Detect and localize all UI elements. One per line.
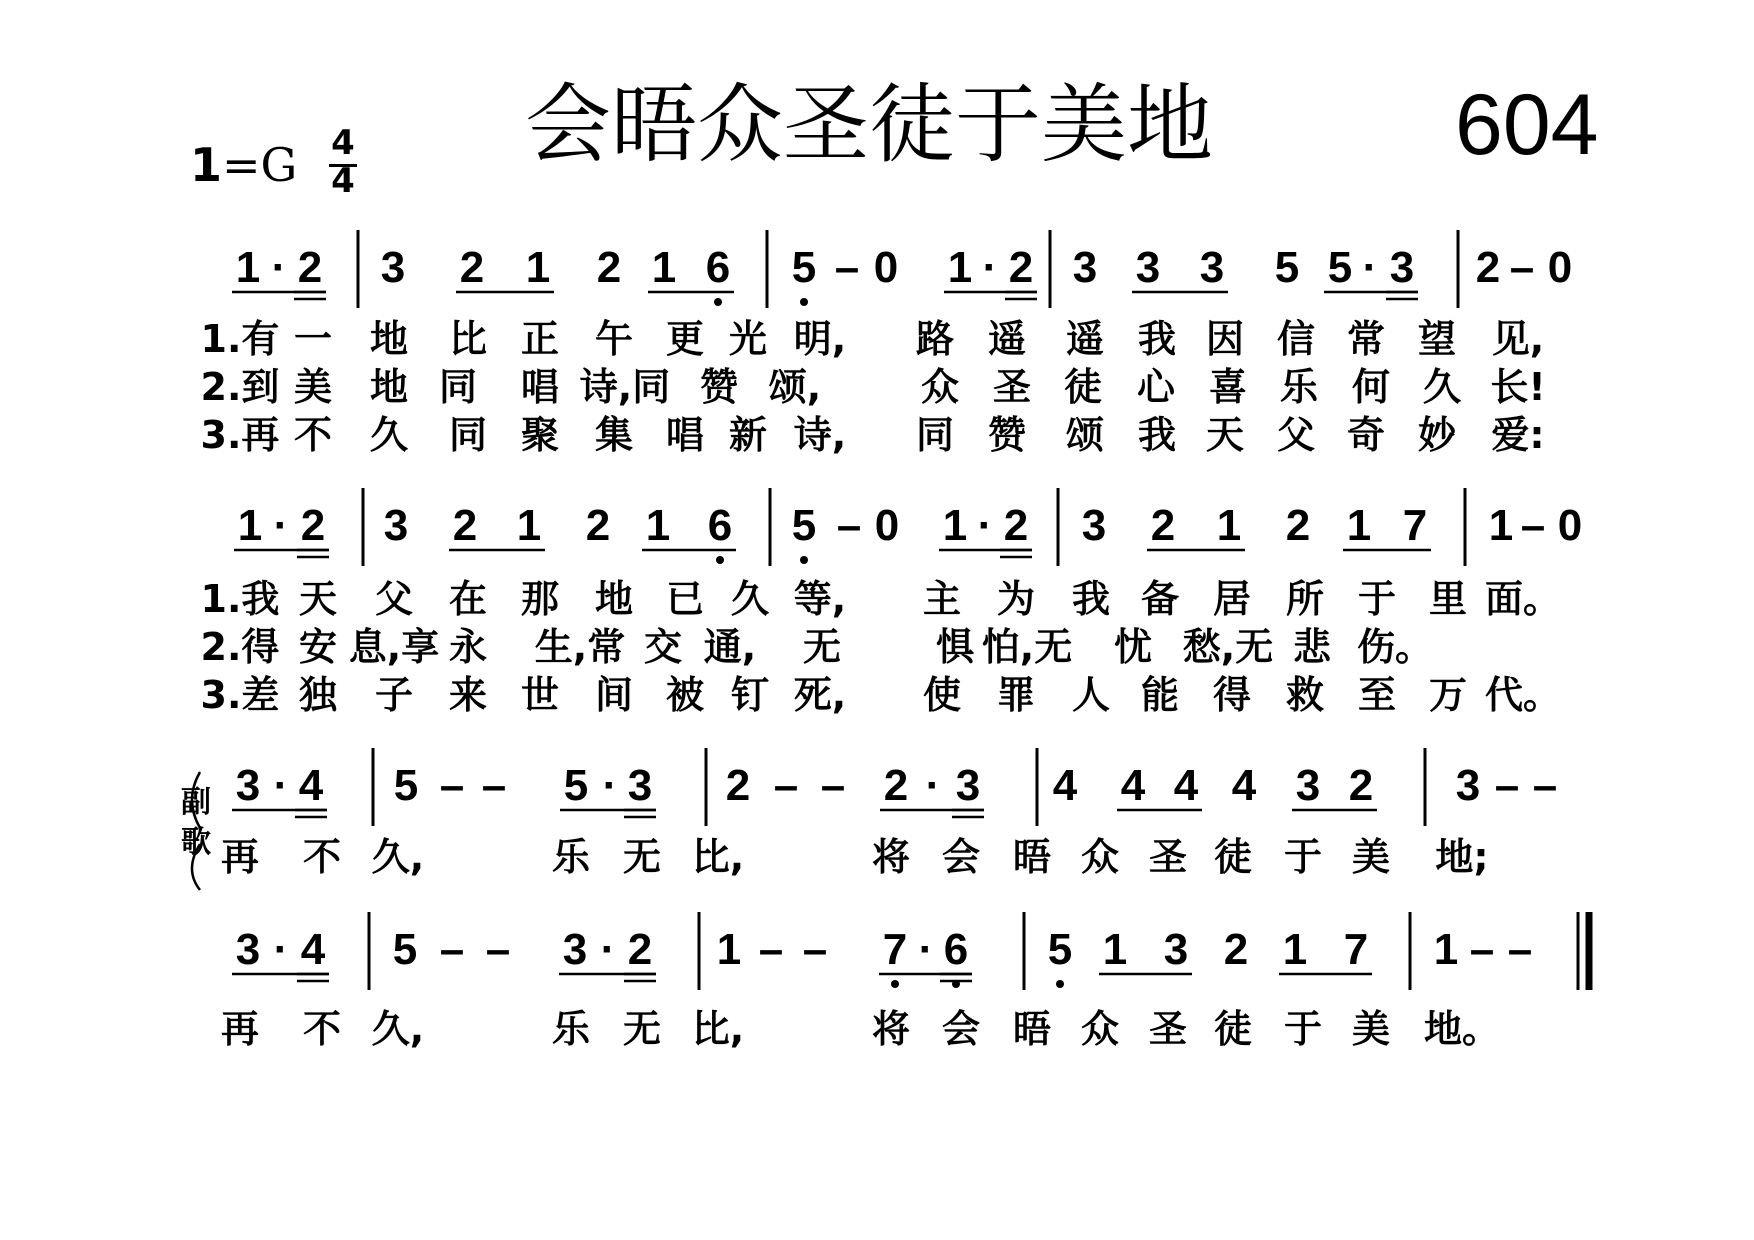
lyric-syllable: 遥: [1065, 317, 1105, 361]
lyric-syllable: 诗,: [793, 413, 847, 457]
note: 1: [1216, 501, 1242, 550]
lyric-syllable: 美: [1351, 835, 1391, 879]
note: 7: [1343, 925, 1369, 974]
note: 2: [452, 501, 478, 550]
lyric-syllable: 愁,无: [1182, 625, 1274, 669]
note: 2: [1223, 925, 1249, 974]
lyric-syllable: 面。: [1484, 577, 1562, 621]
lyric-syllable: 久,: [371, 835, 425, 879]
lyric-syllable: 生,常: [534, 625, 626, 669]
note: ·: [977, 501, 993, 550]
lyric-syllable: 主: [922, 577, 962, 621]
lyric-syllable: 安: [298, 625, 338, 669]
lyric-syllable: 乐: [551, 835, 591, 879]
note: 2: [297, 243, 323, 292]
lyric-syllable: 何: [1351, 365, 1391, 409]
low-octave-dot: [714, 298, 722, 306]
lyric-syllable: 天: [298, 577, 338, 621]
lyric-syllable: 等,: [793, 577, 847, 621]
lyric-syllable: 见,: [1491, 317, 1545, 361]
note: 4: [1173, 761, 1199, 810]
lyric-syllable: 1.有: [200, 317, 280, 361]
note: ·: [273, 501, 289, 550]
note: 3: [1295, 761, 1321, 810]
note: 1: [1102, 925, 1128, 974]
lyric-syllable: 人: [1071, 673, 1111, 717]
lyric-syllable: 父: [374, 577, 414, 621]
note: 2: [1348, 761, 1374, 810]
lyric-syllable: 将: [871, 835, 911, 879]
note: 6: [707, 501, 733, 550]
lyric-syllable: 那: [520, 577, 560, 621]
note: –: [758, 925, 784, 974]
note: –: [820, 761, 846, 810]
lyric-syllable: 通,: [703, 625, 757, 669]
lyric-syllable: 赞: [699, 365, 739, 409]
note: –: [773, 761, 799, 810]
note: 4: [1120, 761, 1146, 810]
note: –: [1507, 925, 1533, 974]
note: ·: [1362, 243, 1378, 292]
note: ·: [602, 761, 618, 810]
note: 1: [525, 243, 551, 292]
lyric-syllable: 永: [448, 625, 488, 669]
lyric-syllable: 于: [1357, 577, 1397, 621]
lyric-syllable: 地。: [1423, 1007, 1501, 1051]
lyric-syllable: 钉: [730, 673, 770, 717]
hymn-number: 604: [1455, 77, 1599, 173]
low-octave-dot: [891, 980, 899, 988]
lyric-syllable: 会: [941, 1007, 981, 1051]
lyric-syllable: 备: [1140, 577, 1180, 621]
note: 6: [943, 925, 969, 974]
note: 3: [1199, 243, 1225, 292]
lyric-syllable: 父: [1276, 413, 1316, 457]
note: 1: [942, 501, 968, 550]
note: 5: [791, 501, 817, 550]
lyric-syllable: 罪: [996, 673, 1036, 717]
note: 7: [882, 925, 908, 974]
lyric-syllable: 圣: [1148, 1007, 1188, 1051]
note: 3: [1135, 243, 1161, 292]
note: 2: [1008, 243, 1034, 292]
lyric-syllable: 路: [915, 317, 955, 361]
lyric-syllable: 爱:: [1491, 413, 1545, 457]
note: 5: [392, 925, 418, 974]
lyric-syllable: 更: [665, 317, 705, 361]
lyric-syllable: 唱: [520, 365, 560, 409]
lyric-syllable: 天: [1205, 413, 1245, 457]
lyric-syllable: 忧: [1113, 625, 1153, 669]
note: 4: [300, 925, 326, 974]
lyric-syllable: 常: [1346, 317, 1386, 361]
lyric-syllable: 唱: [665, 413, 705, 457]
lyric-syllable: 救: [1285, 673, 1325, 717]
note: –: [485, 925, 511, 974]
low-octave-dot: [1056, 980, 1064, 988]
lyric-syllable: 为: [996, 577, 1036, 621]
note: 5: [1047, 925, 1073, 974]
note: 2: [1285, 501, 1311, 550]
note: 0: [1547, 243, 1573, 292]
note: 6: [705, 243, 731, 292]
lyric-syllable: 无: [802, 625, 842, 669]
lyric-syllable: 3.差: [200, 673, 280, 717]
note: ·: [982, 243, 998, 292]
lyric-syllable: 明,: [793, 317, 847, 361]
lyric-syllable: 因: [1205, 317, 1245, 361]
lyric-syllable: 间: [594, 673, 634, 717]
note: ·: [925, 761, 941, 810]
note: 2: [627, 925, 653, 974]
note: –: [1509, 243, 1535, 292]
lyric-syllable: 地: [369, 317, 409, 361]
lyric-syllable: 至: [1357, 673, 1397, 717]
note: 3: [627, 761, 653, 810]
note: ·: [918, 925, 934, 974]
lyric-syllable: 比,: [691, 835, 745, 879]
note: –: [836, 501, 862, 550]
note: 3: [1072, 243, 1098, 292]
lyric-syllable: 新: [728, 413, 768, 457]
lyric-syllable: 独: [298, 673, 338, 717]
lyric-syllable: 我: [1071, 577, 1111, 621]
note: –: [439, 761, 465, 810]
note: 2: [1003, 501, 1029, 550]
lyric-syllable: 能: [1140, 673, 1180, 717]
lyric-syllable: 于: [1283, 1007, 1323, 1051]
note: 3: [955, 761, 981, 810]
lyric-syllable: 地: [594, 577, 634, 621]
note: –: [481, 761, 507, 810]
key-tonic: 1: [190, 138, 223, 192]
note: 3: [235, 925, 261, 974]
note: 1: [1282, 925, 1308, 974]
lyric-syllable: 妙: [1417, 413, 1457, 457]
lyric-syllable: 望: [1417, 317, 1457, 361]
lyric-syllable: 喜: [1208, 365, 1248, 409]
lyric-syllable: 地: [369, 365, 409, 409]
lyric-syllable: 会: [941, 835, 981, 879]
lyric-syllable: 不: [302, 1007, 342, 1051]
lyric-syllable: 悲: [1292, 625, 1332, 669]
lyric-syllable: 徒: [1213, 835, 1253, 879]
lyric-syllable: 颂,: [768, 365, 822, 409]
note: 4: [298, 761, 324, 810]
song-title: 会晤众圣徒于美地: [525, 75, 1213, 175]
lyric-syllable: 颂: [1065, 413, 1105, 457]
note: 2: [459, 243, 485, 292]
lyric-syllable: 无: [622, 835, 662, 879]
lyric-syllable: 光: [728, 317, 768, 361]
note: –: [1520, 501, 1546, 550]
lyric-syllable: 2.到: [200, 365, 280, 409]
low-octave-dot: [800, 298, 808, 306]
lyric-syllable: 美: [293, 365, 333, 409]
chorus-label-char: 歌: [181, 825, 211, 860]
note: 1: [947, 243, 973, 292]
lyric-syllable: 来: [448, 673, 488, 717]
note: 2: [1475, 243, 1501, 292]
lyric-syllable: 地;: [1435, 835, 1489, 879]
chorus-label-char: 副: [181, 785, 211, 820]
lyric-syllable: 再: [220, 1007, 260, 1051]
lyric-syllable: 圣: [1148, 835, 1188, 879]
note: 2: [1150, 501, 1176, 550]
lyric-syllable: 集: [594, 413, 634, 457]
lyric-syllable: 无: [622, 1007, 662, 1051]
lyric-syllable: 久: [369, 413, 409, 457]
lyric-syllable: 使: [922, 673, 962, 717]
lyric-syllable: 代。: [1484, 673, 1562, 717]
note: 3: [1389, 243, 1415, 292]
note: 1: [645, 501, 671, 550]
note: –: [1469, 925, 1495, 974]
lyric-syllable: 诗,同: [579, 365, 671, 409]
note: –: [1532, 761, 1558, 810]
note: 5: [1274, 243, 1300, 292]
low-octave-dot: [800, 556, 808, 564]
lyric-syllable: 子: [374, 673, 414, 717]
lyric-syllable: 不: [302, 835, 342, 879]
note: 2: [300, 501, 326, 550]
note: 5: [563, 761, 589, 810]
lyric-syllable: 奇: [1346, 413, 1386, 457]
lyric-syllable: 众: [1080, 1007, 1120, 1051]
note: ·: [273, 925, 289, 974]
lyric-syllable: 再: [220, 835, 260, 879]
lyric-syllable: 我: [1137, 413, 1177, 457]
note: –: [439, 925, 465, 974]
lyric-syllable: 久: [730, 577, 770, 621]
lyric-syllable: 聚: [520, 413, 560, 457]
lyric-syllable: 在: [448, 577, 488, 621]
lyric-syllable: 乐: [1279, 365, 1319, 409]
note: ·: [273, 761, 289, 810]
lyric-syllable: 晤: [1012, 835, 1052, 879]
lyric-syllable: 圣: [992, 365, 1032, 409]
lyric-syllable: 3.再: [200, 413, 280, 457]
note: 3: [1455, 761, 1481, 810]
note: 1: [716, 925, 742, 974]
lyric-syllable: 死,: [793, 673, 847, 717]
time-numerator: 4: [331, 123, 355, 163]
lyric-syllable: 惧: [935, 625, 975, 669]
note: 5: [791, 243, 817, 292]
lyric-syllable: 众: [920, 365, 960, 409]
note: 2: [596, 243, 622, 292]
lyric-syllable: 得: [1212, 673, 1252, 717]
note: 1: [235, 243, 261, 292]
lyric-syllable: 同: [915, 413, 955, 457]
lyric-syllable: 交: [643, 625, 683, 669]
lyric-syllable: 徒: [1063, 365, 1103, 409]
time-denominator: 4: [331, 161, 355, 201]
note: 1: [516, 501, 542, 550]
lyric-syllable: 已: [665, 577, 705, 621]
lyric-syllable: 伤。: [1356, 625, 1434, 669]
note: 5: [393, 761, 419, 810]
note: 4: [1231, 761, 1257, 810]
note: 2: [585, 501, 611, 550]
lyric-syllable: 里: [1428, 577, 1468, 621]
note: –: [802, 925, 828, 974]
lyric-syllable: 世: [520, 673, 560, 717]
note: 3: [562, 925, 588, 974]
note: 5: [1327, 243, 1353, 292]
note: –: [1494, 761, 1520, 810]
lyric-syllable: 众: [1080, 835, 1120, 879]
note: ·: [271, 243, 287, 292]
low-octave-dot: [716, 556, 724, 564]
lyric-syllable: 午: [594, 317, 634, 361]
note: 4: [1052, 761, 1078, 810]
lyric-syllable: 所: [1285, 577, 1325, 621]
lyric-syllable: 将: [871, 1007, 911, 1051]
note: 1: [237, 501, 263, 550]
lyric-syllable: 赞: [987, 413, 1027, 457]
lyric-syllable: 不: [293, 413, 333, 457]
lyric-syllable: 心: [1136, 365, 1176, 409]
lyric-syllable: 怕,无: [981, 625, 1073, 669]
lyric-syllable: 晤: [1012, 1007, 1052, 1051]
note: 0: [873, 243, 899, 292]
lyric-syllable: 被: [665, 673, 705, 717]
note: 0: [874, 501, 900, 550]
note: 1: [651, 243, 677, 292]
note: 3: [383, 501, 409, 550]
note: 0: [1557, 501, 1583, 550]
lyric-syllable: 1.我: [200, 577, 280, 621]
lyric-syllable: 居: [1212, 577, 1252, 621]
lyric-syllable: 美: [1351, 1007, 1391, 1051]
lyric-syllable: 2.得: [200, 625, 280, 669]
lyric-syllable: 息,享: [348, 625, 440, 669]
note: 3: [235, 761, 261, 810]
lyric-syllable: 遥: [987, 317, 1027, 361]
note: ·: [600, 925, 616, 974]
note: –: [834, 243, 860, 292]
note: 1: [1433, 925, 1459, 974]
note: 2: [725, 761, 751, 810]
lyric-syllable: 比,: [691, 1007, 745, 1051]
lyric-syllable: 长!: [1490, 365, 1546, 409]
lyric-syllable: 我: [1137, 317, 1177, 361]
low-octave-dot: [952, 980, 960, 988]
lyric-syllable: 于: [1283, 835, 1323, 879]
note: 3: [1081, 501, 1107, 550]
lyric-syllable: 万: [1428, 673, 1468, 717]
note: 1: [1346, 501, 1372, 550]
lyric-syllable: 同: [438, 365, 478, 409]
note: 1: [1488, 501, 1514, 550]
note: 3: [1163, 925, 1189, 974]
key-letter: =G: [222, 138, 298, 192]
lyric-syllable: 比: [448, 317, 488, 361]
lyric-syllable: 久,: [371, 1007, 425, 1051]
lyric-syllable: 徒: [1213, 1007, 1253, 1051]
note: 3: [380, 243, 406, 292]
lyric-syllable: 久: [1422, 365, 1462, 409]
lyric-syllable: 正: [520, 317, 560, 361]
lyric-syllable: 同: [448, 413, 488, 457]
lyric-syllable: 乐: [551, 1007, 591, 1051]
lyric-syllable: 一: [293, 317, 333, 361]
note: 2: [883, 761, 909, 810]
lyric-syllable: 信: [1276, 317, 1316, 361]
note: 7: [1402, 501, 1428, 550]
